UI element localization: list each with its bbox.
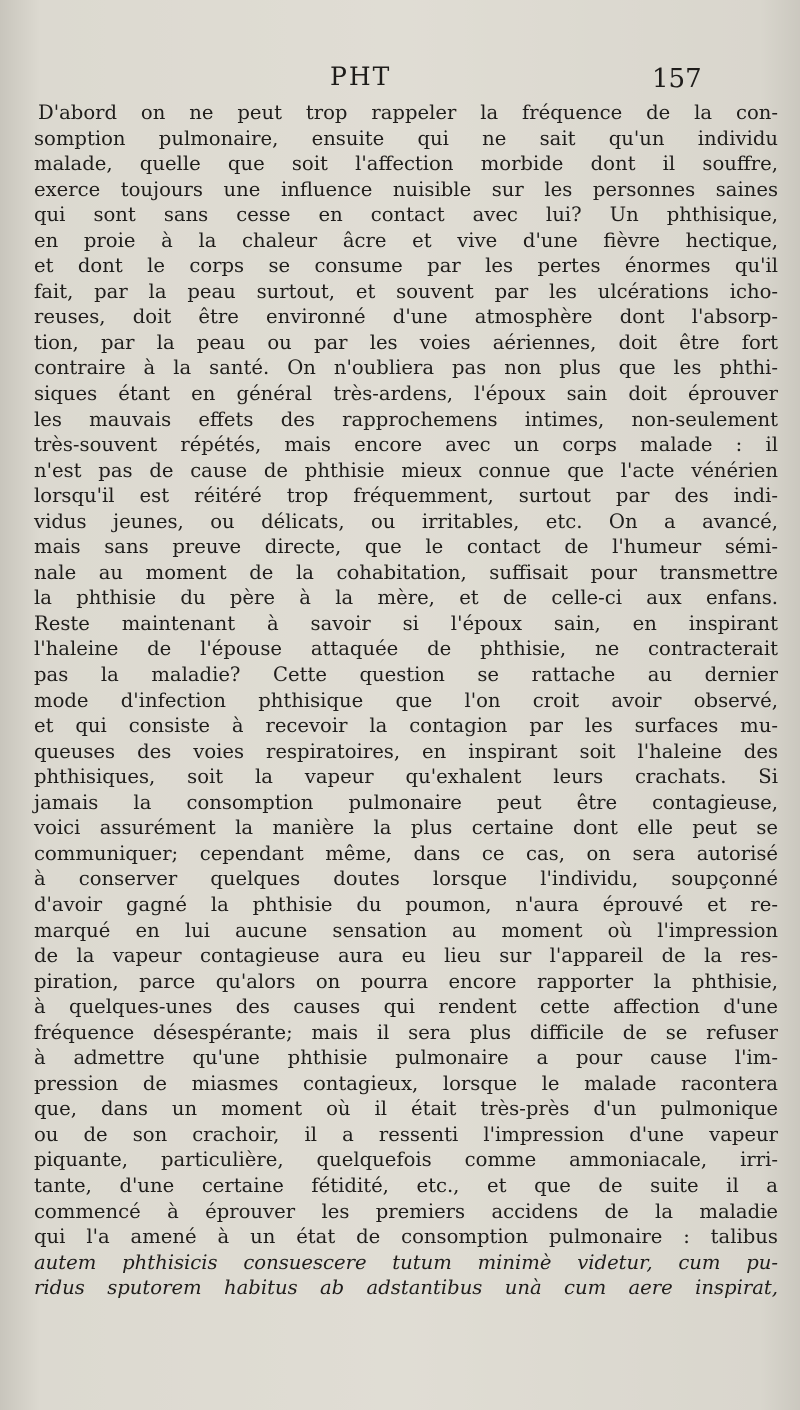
text-line: l'haleine de l'épouse attaquée de phthisie, ne contracterait (34, 637, 778, 661)
text-line: marqué en lui aucune sensation au moment où l'impression (34, 918, 778, 942)
text-line: fréquence désespérante; mais il sera plus difficile de se refuser (34, 1020, 778, 1044)
text-line: en proie à la chaleur âcre et vive d'une fièvre hectique, (34, 228, 778, 252)
text-line: à admettre qu'une phthisie pulmonaire a pour cause l'im- (34, 1046, 778, 1070)
text-line: vidus jeunes, ou délicats, ou irritables, etc. On a avancé, (34, 509, 778, 533)
text-line: d'avoir gagné la phthisie du poumon, n'aura éprouvé et re- (34, 892, 778, 916)
text-line: de la vapeur contagieuse aura eu lieu sur l'appareil de la res- (34, 944, 778, 968)
text-line: très-souvent répétés, mais encore avec un corps malade : il (34, 433, 778, 457)
text-line: qui l'a amené à un état de consomption pulmonaire : talibus (34, 1225, 778, 1249)
page-header (0, 62, 800, 98)
running-head: PHT (330, 62, 392, 91)
text-line: phthisiques, soit la vapeur qu'exhalent leurs crachats. Si (34, 765, 778, 789)
text-line: la phthisie du père à la mère, et de celle-ci aux enfans. (34, 586, 778, 610)
text-line: que, dans un moment où il était très-près d'un pulmonique (34, 1097, 778, 1121)
text-line: n'est pas de cause de phthisie mieux connue que l'acte vénérien (34, 458, 778, 482)
text-line: contraire à la santé. On n'oubliera pas non plus que les phthi- (34, 356, 778, 380)
text-line: mode d'infection phthisique que l'on croit avoir observé, (34, 688, 778, 712)
text-line: pression de miasmes contagieux, lorsque le malade racontera (34, 1071, 778, 1095)
text-line: Reste maintenant à savoir si l'époux sain, en inspirant (34, 611, 778, 635)
text-line: nale au moment de la cohabitation, suffisait pour transmettre (34, 560, 778, 584)
text-line: à quelques-unes des causes qui rendent cette affection d'une (34, 995, 778, 1019)
text-line: malade, quelle que soit l'affection morbide dont il souffre, (34, 152, 778, 176)
text-line: fait, par la peau surtout, et souvent par les ulcérations icho- (34, 279, 778, 303)
text-line: commencé à éprouver les premiers accidens de la maladie (34, 1199, 778, 1223)
text-line: les mauvais effets des rapprochemens intimes, non-seulement (34, 407, 778, 431)
text-line: exerce toujours une influence nuisible sur les personnes saines (34, 177, 778, 201)
text-line: autem phthisicis consuescere tutum minimè videtur, cum pu- (34, 1250, 778, 1274)
text-line: et dont le corps se consume par les pertes énormes qu'il (34, 254, 778, 278)
body-text (34, 100, 778, 1301)
text-line: tante, d'une certaine fétidité, etc., et que de suite il a (34, 1173, 778, 1197)
text-line: jamais la consomption pulmonaire peut être contagieuse, (34, 790, 778, 814)
text-line: mais sans preuve directe, que le contact de l'humeur sémi- (34, 535, 778, 559)
text-line: somption pulmonaire, ensuite qui ne sait qu'un individu (34, 126, 778, 150)
text-line: pas la maladie? Cette question se rattache au dernier (34, 663, 778, 687)
text-line: piration, parce qu'alors on pourra encore rapporter la phthisie, (34, 969, 778, 993)
text-line: tion, par la peau ou par les voies aériennes, doit être fort (34, 330, 778, 354)
text-line: queuses des voies respiratoires, en inspirant soit l'haleine des (34, 739, 778, 763)
page-number: 157 (652, 64, 702, 94)
text-line: piquante, particulière, quelquefois comme ammoniacale, irri- (34, 1148, 778, 1172)
text-line: communiquer; cependant même, dans ce cas, on sera autorisé (34, 841, 778, 865)
text-line: ridus sputorem habitus ab adstantibus unà cum aere inspirat, (34, 1276, 778, 1300)
text-line: à conserver quelques doutes lorsque l'individu, soupçonné (34, 867, 778, 891)
text-line: voici assurément la manière la plus certaine dont elle peut se (34, 816, 778, 840)
text-line: lorsqu'il est réitéré trop fréquemment, surtout par des indi- (34, 484, 778, 508)
text-line: qui sont sans cesse en contact avec lui? Un phthisique, (34, 203, 778, 227)
text-line: D'abord on ne peut trop rappeler la fréquence de la con- (38, 101, 778, 124)
text-line: reuses, doit être environné d'une atmosphère dont l'absorp- (34, 305, 778, 329)
text-line: et qui consiste à recevoir la contagion par les surfaces mu- (34, 714, 778, 738)
text-line: siques étant en général très-ardens, l'époux sain doit éprouver (34, 382, 778, 406)
text-line: ou de son crachoir, il a ressenti l'impression d'une vapeur (34, 1122, 778, 1146)
